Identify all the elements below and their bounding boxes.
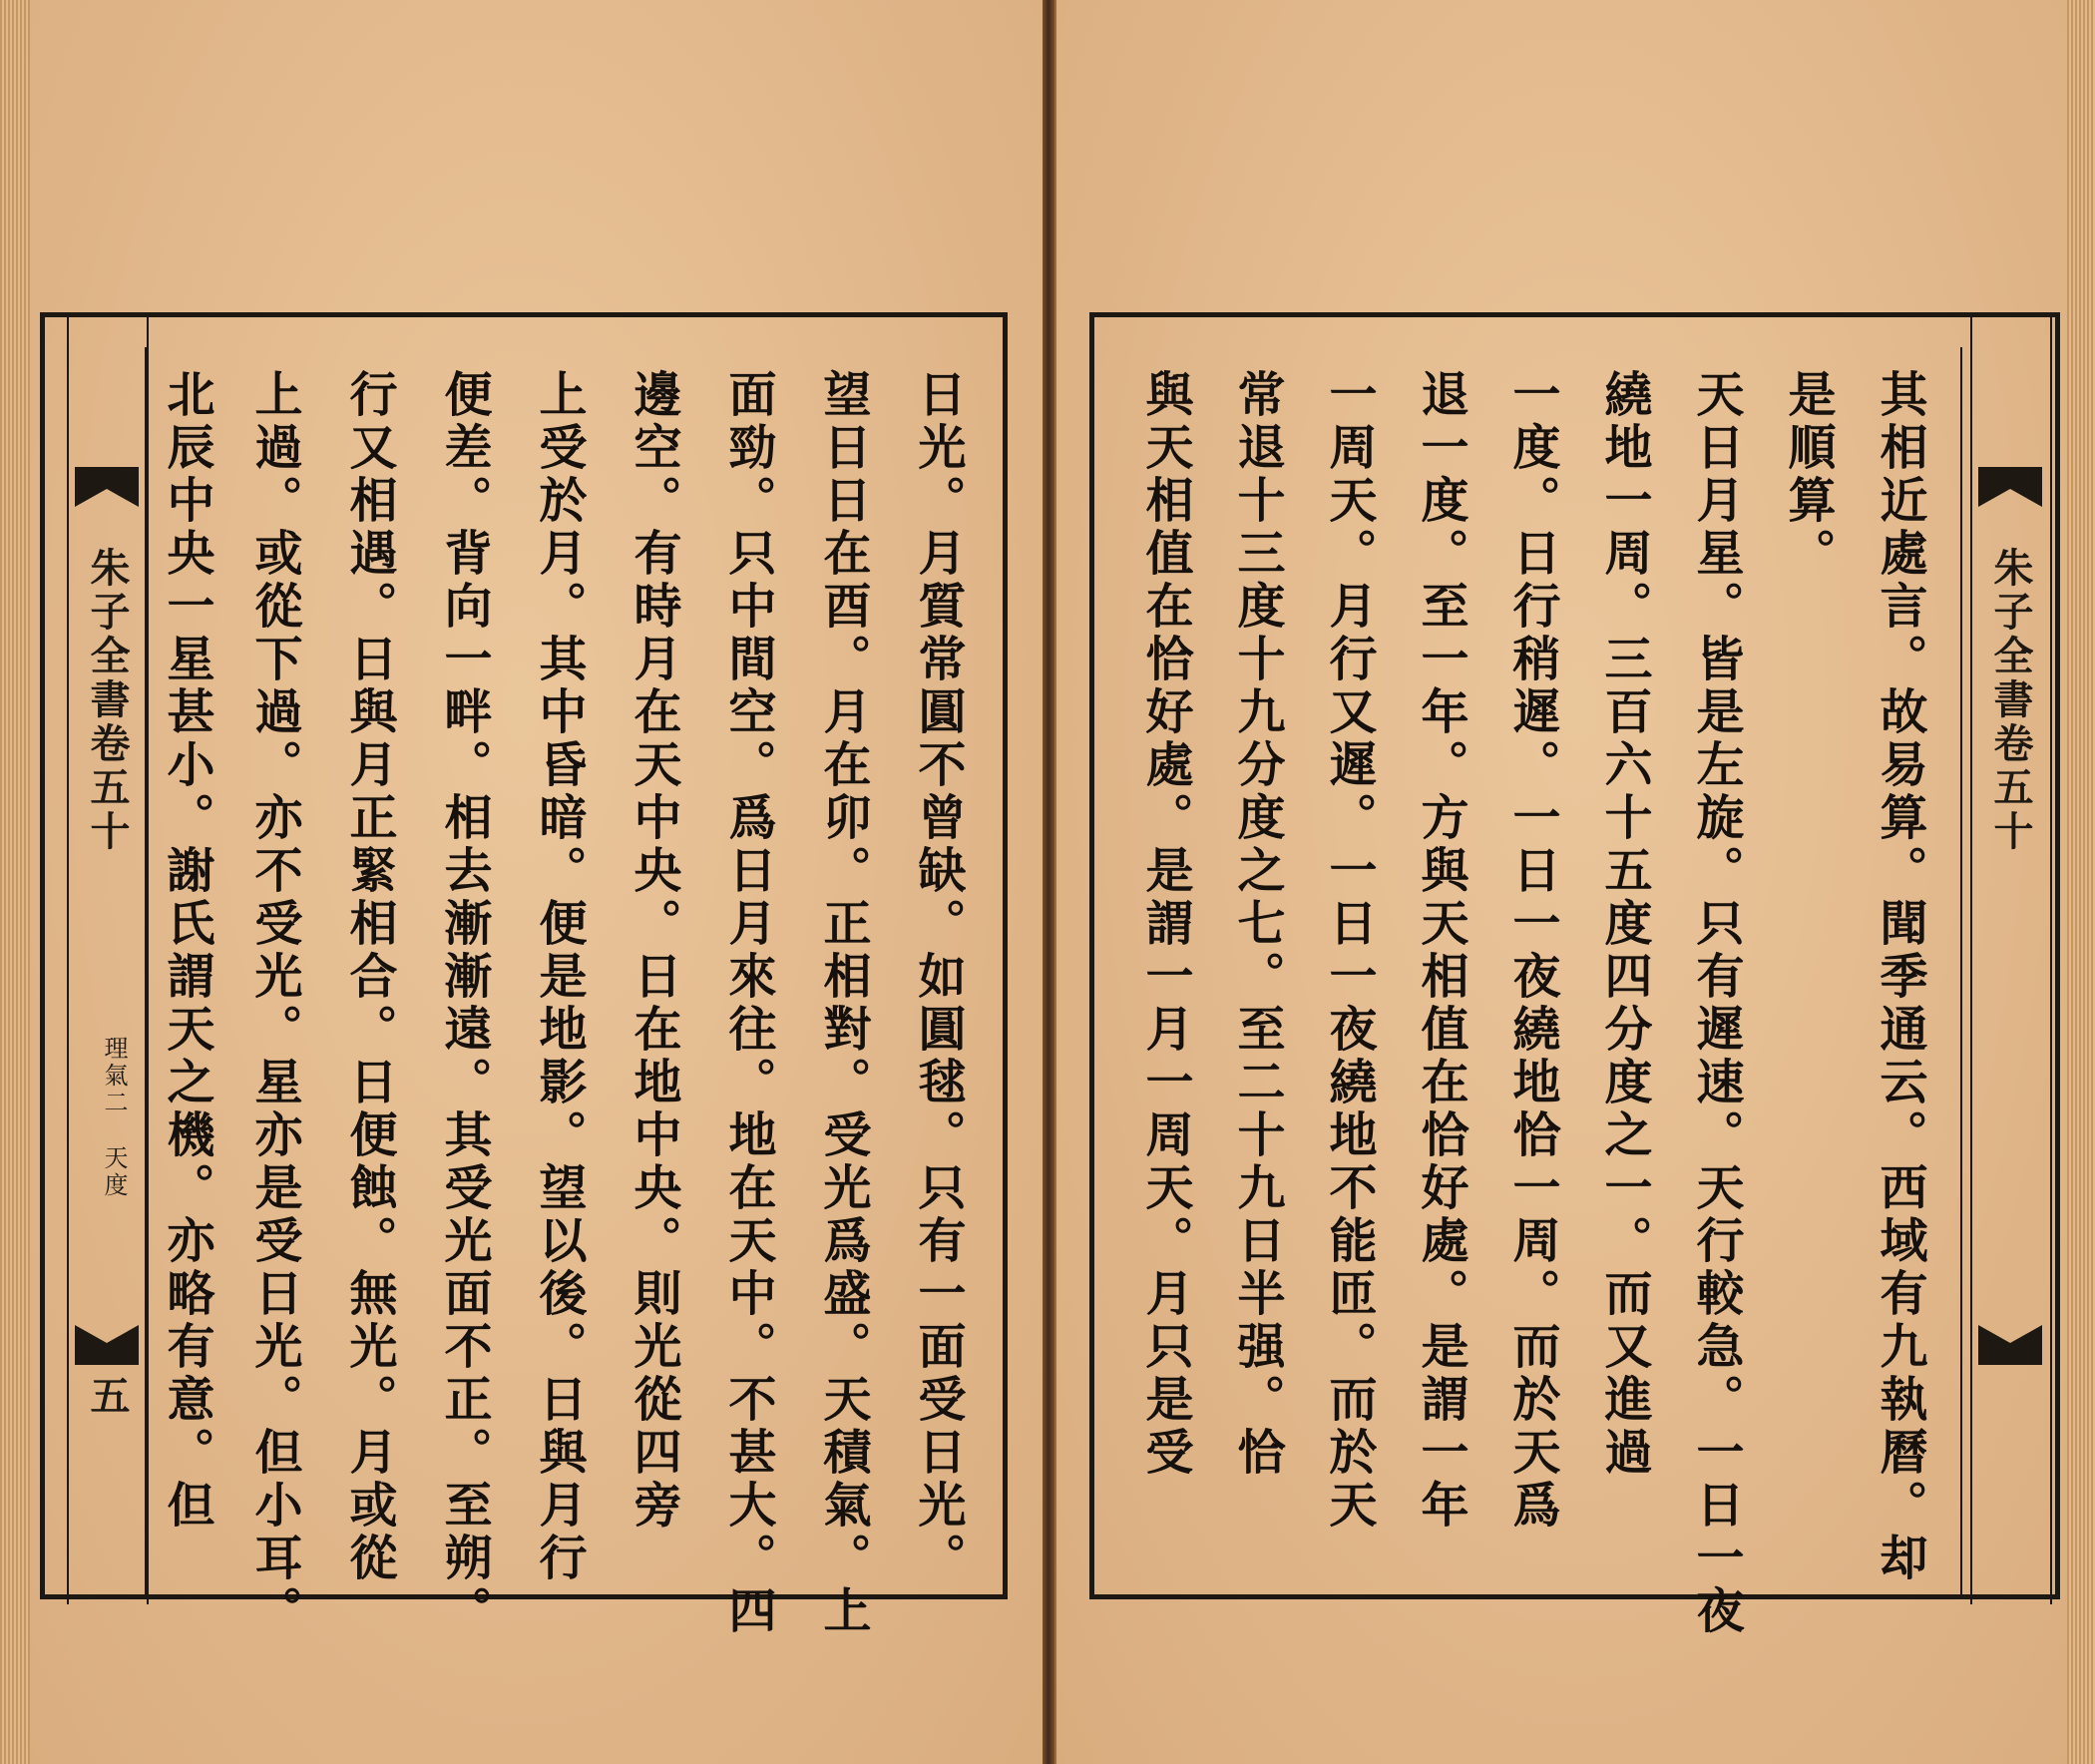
- left-column-7: 行又相遇。日與月正緊相合。日便蝕。無光。月或從: [341, 369, 397, 1585]
- left-column-6: 便差。背向一畔。相去漸漸遠。其受光面不正。至朔。: [436, 369, 492, 1638]
- right-banxin-title: 朱子全書卷五十: [1987, 547, 2034, 854]
- right-column-2: 是順算。: [1780, 369, 1836, 581]
- left-column-4: 邊空。有時月在天中央。日在地中央。則光從四旁: [626, 369, 681, 1533]
- right-column-7: 一周天。月行又遲。一日一夜繞地不能匝。而於天: [1321, 369, 1377, 1533]
- left-banxin-section: 理氣二: [100, 1036, 128, 1116]
- right-page: [1054, 0, 2095, 1764]
- left-fishtail-bottom: [75, 1325, 139, 1365]
- right-inner-rule: [1960, 347, 1962, 1594]
- left-inner-rule: [145, 347, 147, 1594]
- right-banxin: [1970, 317, 2052, 1604]
- right-column-6: 退一度。至一年。方與天相值在恰好處。是謂一年: [1413, 369, 1468, 1533]
- left-banxin: [67, 317, 149, 1604]
- left-banxin-title: 朱子全書卷五十: [84, 547, 131, 854]
- left-banxin-subsection: 天度: [100, 1145, 128, 1199]
- right-fishtail-bottom: [1978, 1325, 2042, 1365]
- right-column-5: 一度。日行稍遲。一日一夜繞地恰一周。而於天爲: [1504, 369, 1560, 1533]
- left-column-2: 望日日在酉。月在卯。正相對。受光爲盛。天積氣。上: [815, 369, 871, 1638]
- right-page-edges: [2067, 0, 2095, 1764]
- left-column-8: 上過。或從下過。亦不受光。星亦是受日光。但小耳。: [246, 369, 302, 1638]
- left-column-1: 日光。月質常圓不曾缺。如圓毬。只有一面受日光。: [910, 369, 966, 1585]
- book-gutter: [1043, 0, 1054, 1764]
- left-page-edges: [0, 0, 30, 1764]
- left-column-9: 北辰中央一星甚小。謝氏謂天之機。亦略有意。但: [159, 369, 214, 1533]
- right-column-3: 天日月星。皆是左旋。只有遲速。天行較急。一日一夜: [1688, 369, 1744, 1638]
- left-page: [0, 0, 1045, 1764]
- right-column-1: 其相近處言。故易算。聞季通云。西域有九執曆。却: [1872, 369, 1927, 1585]
- right-text-frame: [1089, 312, 2060, 1638]
- left-column-5: 上受於月。其中昏暗。便是地影。望以後。日與月行: [531, 369, 587, 1585]
- right-column-8: 常退十三度十九分度之七。至二十九日半强。恰: [1229, 369, 1285, 1480]
- left-fishtail-top: [75, 467, 139, 507]
- right-column-4: 繞地一周。三百六十五度四分度之一。而又進過: [1596, 369, 1652, 1480]
- left-leaf-number: 五: [84, 1375, 131, 1415]
- left-text-frame: [40, 312, 1008, 1638]
- right-fishtail-top: [1978, 467, 2042, 507]
- left-column-3: 面勁。只中間空。爲日月來往。地在天中。不甚大。四: [720, 369, 776, 1638]
- right-column-9: 與天相值在恰好處。是謂一月一周天。月只是受: [1137, 369, 1193, 1480]
